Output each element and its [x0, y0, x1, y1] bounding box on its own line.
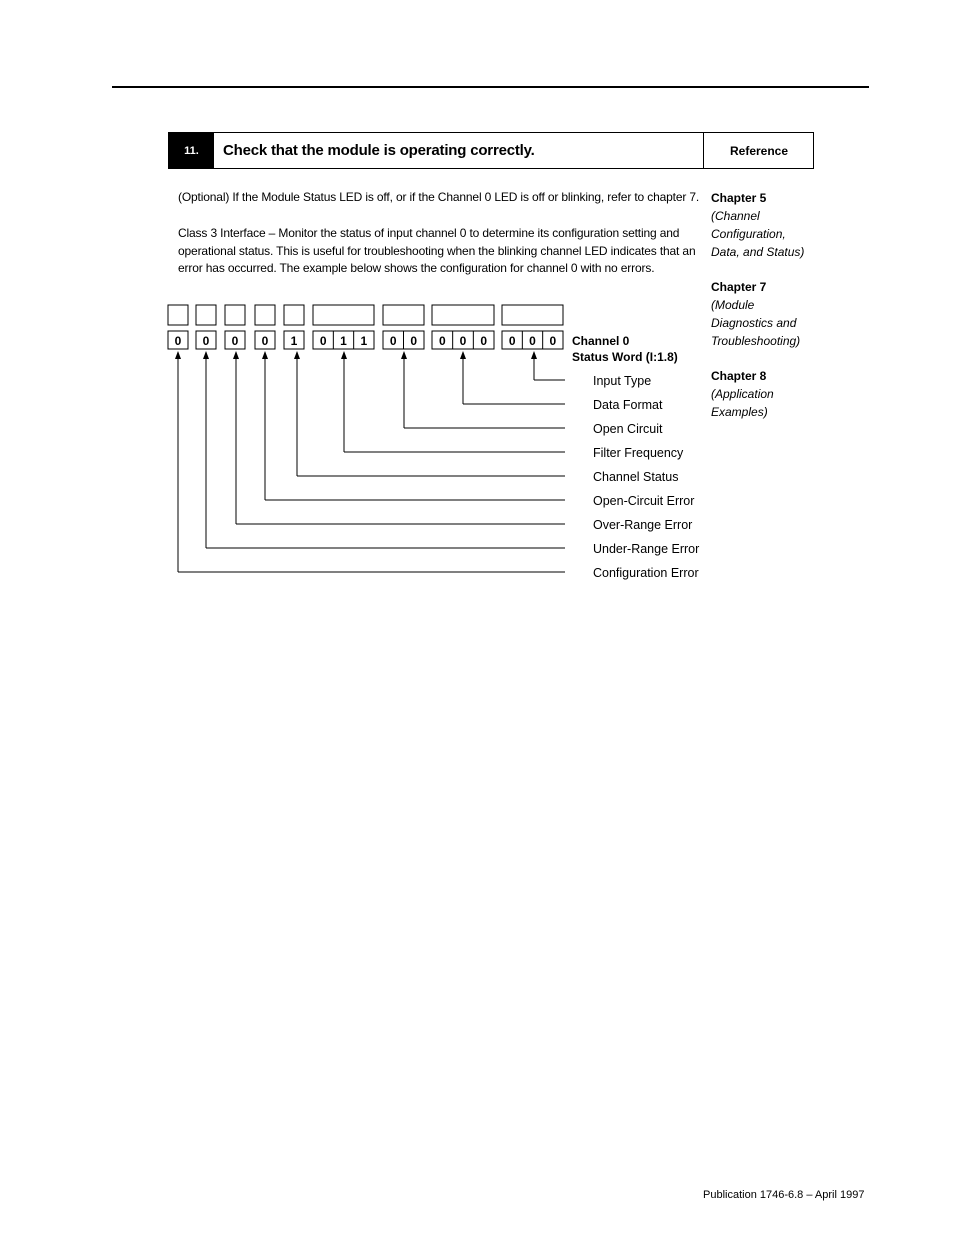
reference-desc: Troubleshooting) — [711, 334, 801, 348]
bit-value: 0 — [202, 334, 210, 348]
bit-field-boxes — [168, 305, 563, 325]
reference-label: Reference — [729, 143, 789, 158]
bit-value: 0 — [480, 334, 488, 348]
reference-desc: Data, and Status) — [711, 245, 805, 259]
field-label: Data Format — [593, 398, 663, 412]
status-word-title-line-2: Status Word (I:1.8) — [572, 350, 678, 364]
leader-lines — [178, 352, 565, 572]
bit-value: 0 — [261, 334, 269, 348]
bit-field-box — [225, 305, 245, 325]
reference-chapter: Chapter 8 — [711, 369, 767, 383]
class3-line-3: error has occurred. The example below shows the configuration for channel 0 with no errors. — [178, 261, 655, 275]
bit-cells — [168, 331, 563, 349]
field-label: Filter Frequency — [593, 446, 684, 460]
bit-value: 1 — [360, 334, 368, 348]
bit-field-box — [196, 305, 216, 325]
reference-desc: (Module — [711, 298, 755, 312]
bit-field-box — [383, 305, 424, 325]
optional-paragraph: (Optional) If the Module Status LED is off, or if the Channel 0 LED is off or blinking, refer to chapter 7. — [178, 190, 700, 204]
field-label: Open Circuit — [593, 422, 663, 436]
bit-value: 1 — [290, 334, 298, 348]
reference-desc: Diagnostics and — [711, 316, 797, 330]
bit-value: 0 — [319, 334, 327, 348]
bit-value: 0 — [174, 334, 182, 348]
publication-footer: Publication 1746-6.8 – April 1997 — [703, 1189, 865, 1201]
bit-field-box — [313, 305, 374, 325]
field-labels — [593, 374, 699, 580]
field-label: Open-Circuit Error — [593, 494, 695, 508]
field-label: Configuration Error — [593, 566, 699, 580]
bit-value: 0 — [389, 334, 397, 348]
bit-value: 0 — [529, 334, 536, 348]
bit-value: 1 — [340, 334, 347, 348]
field-label: Under-Range Error — [593, 542, 700, 556]
bit-value: 0 — [231, 334, 239, 348]
field-label: Channel Status — [593, 470, 679, 484]
reference-chapter: Chapter 7 — [711, 280, 767, 294]
field-label: Input Type — [593, 374, 652, 388]
bit-value: 0 — [549, 334, 557, 348]
bit-field-box — [255, 305, 275, 325]
step-title: Check that the module is operating correctly. — [223, 142, 535, 159]
bit-value: 0 — [508, 334, 516, 348]
status-word-title-line-1: Channel 0 — [572, 334, 630, 348]
bit-value: 0 — [459, 334, 467, 348]
reference-desc: Examples) — [711, 405, 768, 419]
reference-desc: Configuration, — [711, 227, 786, 241]
bit-field-box — [502, 305, 563, 325]
bit-value: 0 — [438, 334, 446, 348]
reference-chapter: Chapter 5 — [711, 191, 767, 205]
reference-desc: (Channel — [711, 209, 760, 223]
bit-field-box — [432, 305, 494, 325]
class3-line-2: operational status. This is useful for troubleshooting when the blinking channel LED indicates that an — [178, 243, 696, 258]
bit-field-box — [168, 305, 188, 325]
bit-value: 0 — [410, 334, 418, 348]
step-number: 11. — [169, 133, 214, 168]
reference-desc: (Application — [711, 387, 774, 401]
class3-line-1: Class 3 Interface – Monitor the status of input channel 0 to determine its configuration setting and — [178, 226, 680, 240]
bit-field-box — [284, 305, 304, 325]
field-label: Over-Range Error — [593, 518, 693, 532]
